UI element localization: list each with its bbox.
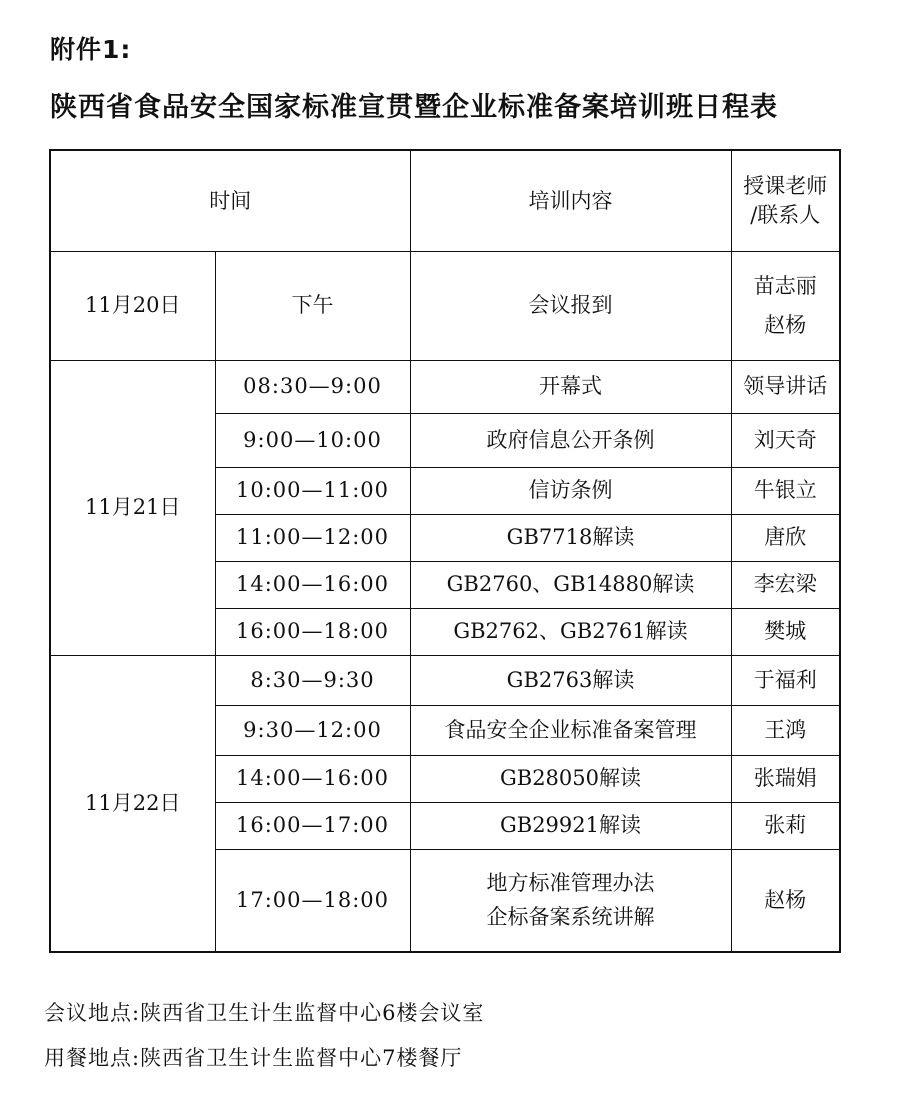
date-cell: 11月22日 xyxy=(50,655,215,952)
content-cell: 开幕式 xyxy=(410,360,731,413)
time-cell: 14:00—16:00 xyxy=(215,755,410,802)
meeting-location: 会议地点:陕西省卫生计生监督中心6楼会议室 xyxy=(44,1001,485,1025)
table-row xyxy=(50,251,840,360)
teacher-line1: 苗志丽 xyxy=(753,274,817,299)
teacher-cell: 牛银立 xyxy=(731,467,840,514)
content-cell: GB28050解读 xyxy=(410,755,731,802)
content-cell: 信访条例 xyxy=(410,467,731,514)
content-line2: 企标备案系统讲解 xyxy=(486,905,655,930)
teacher-cell: 张莉 xyxy=(731,802,840,849)
teacher-cell: 张瑞娟 xyxy=(731,755,840,802)
attachment-label: 附件1: xyxy=(50,35,132,64)
header-teacher-line1: 授课老师 xyxy=(743,174,828,199)
teacher-cell: 樊城 xyxy=(731,608,840,655)
content-cell xyxy=(410,849,731,952)
teacher-cell: 领导讲话 xyxy=(731,360,840,413)
time-cell: 9:00—10:00 xyxy=(215,413,410,467)
time-cell: 下午 xyxy=(215,251,410,360)
header-teacher xyxy=(731,150,840,251)
time-cell: 16:00—17:00 xyxy=(215,802,410,849)
table-row xyxy=(50,655,840,705)
table-header-row xyxy=(50,150,840,251)
time-cell: 17:00—18:00 xyxy=(215,849,410,952)
teacher-cell xyxy=(731,251,840,360)
header-teacher-line2: /联系人 xyxy=(750,202,821,227)
time-cell: 08:30—9:00 xyxy=(215,360,410,413)
date-cell: 11月21日 xyxy=(50,360,215,655)
time-cell: 9:30—12:00 xyxy=(215,705,410,755)
time-cell: 14:00—16:00 xyxy=(215,561,410,608)
content-cell: 食品安全企业标准备案管理 xyxy=(410,705,731,755)
time-cell: 16:00—18:00 xyxy=(215,608,410,655)
content-cell: 政府信息公开条例 xyxy=(410,413,731,467)
content-cell: GB2763解读 xyxy=(410,655,731,705)
date-cell: 11月20日 xyxy=(50,251,215,360)
header-time: 时间 xyxy=(50,150,410,251)
teacher-line2: 赵杨 xyxy=(764,312,807,337)
teacher-cell: 李宏梁 xyxy=(731,561,840,608)
teacher-cell: 刘天奇 xyxy=(731,413,840,467)
teacher-cell: 王鸿 xyxy=(731,705,840,755)
document-title: 陕西省食品安全国家标准宣贯暨企业标准备案培训班日程表 xyxy=(50,92,778,123)
dining-location: 用餐地点:陕西省卫生计生监督中心7楼餐厅 xyxy=(44,1046,463,1070)
content-line1: 地方标准管理办法 xyxy=(486,870,655,895)
content-cell: GB2760、GB14880解读 xyxy=(410,561,731,608)
teacher-cell: 唐欣 xyxy=(731,514,840,561)
header-content: 培训内容 xyxy=(410,150,731,251)
content-cell: GB29921解读 xyxy=(410,802,731,849)
teacher-cell: 于福利 xyxy=(731,655,840,705)
time-cell: 11:00—12:00 xyxy=(215,514,410,561)
time-cell: 10:00—11:00 xyxy=(215,467,410,514)
content-cell: GB7718解读 xyxy=(410,514,731,561)
table-row xyxy=(50,360,840,413)
schedule-table xyxy=(49,149,841,953)
content-cell: 会议报到 xyxy=(410,251,731,360)
time-cell: 8:30—9:30 xyxy=(215,655,410,705)
teacher-cell: 赵杨 xyxy=(731,849,840,952)
content-cell: GB2762、GB2761解读 xyxy=(410,608,731,655)
